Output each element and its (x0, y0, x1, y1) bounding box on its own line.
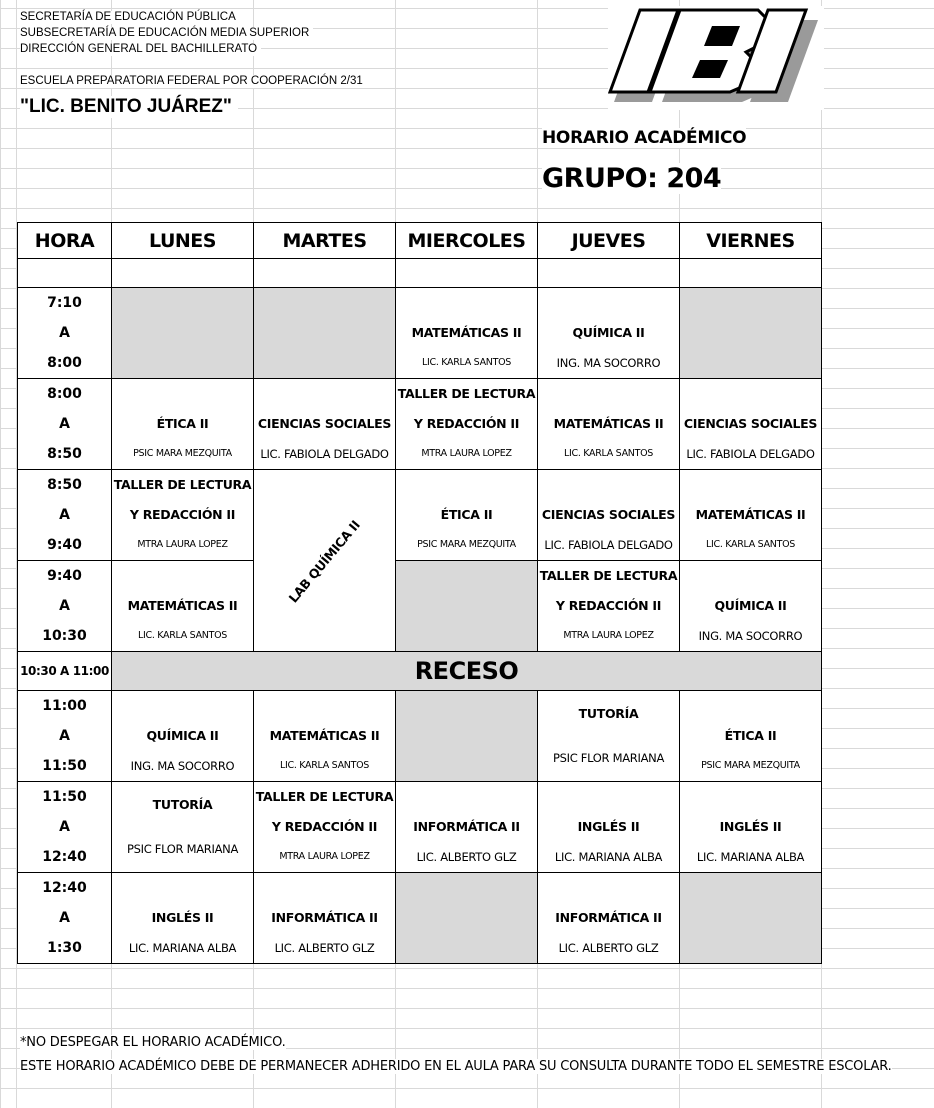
class-cell (680, 561, 822, 652)
time-slot-row (18, 782, 822, 873)
hour-text: 12:40 (42, 880, 87, 896)
hour-text: 9:40 (47, 568, 82, 584)
header-spacer-cell (18, 259, 112, 288)
class-cell (112, 470, 254, 561)
lab-label: LAB QUÍMICA II (285, 517, 364, 606)
class-cell (538, 782, 680, 873)
class-cell (254, 379, 396, 470)
subject-text: ÉTICA II (724, 728, 777, 743)
header-spacer-cell (538, 259, 680, 288)
hour-text: 11:00 (42, 698, 87, 714)
header-spacer-cell (680, 259, 822, 288)
subject-text (680, 379, 821, 409)
subject-text: CIENCIAS SOCIALES (541, 507, 676, 522)
hour-text: A (59, 910, 70, 926)
hour-cell (18, 873, 112, 964)
class-cell (538, 561, 680, 652)
hour-cell (18, 470, 112, 561)
teacher-text: LIC. ALBERTO GLZ (274, 941, 375, 955)
teacher-text: LIC. KARLA SANTOS (564, 448, 653, 459)
class-cell (538, 470, 680, 561)
hour-text: A (59, 728, 70, 744)
teacher-text: MTRA LAURA LOPEZ (421, 448, 512, 459)
header-line-subsecretaria: SUBSECRETARÍA DE EDUCACIÓN MEDIA SUPERIOR (20, 27, 313, 40)
hour-cell (18, 561, 112, 652)
subject-text: MATEMÁTICAS II (127, 598, 238, 613)
teacher-text: LIC. KARLA SANTOS (280, 760, 369, 771)
empty-slot (396, 561, 538, 652)
class-cell (396, 379, 538, 470)
class-cell (538, 691, 680, 782)
class-cell (680, 379, 822, 470)
subject-text (538, 379, 679, 409)
school-name: "LIC. BENITO JUÁREZ" (20, 96, 238, 118)
group-label: GRUPO: 204 (542, 163, 722, 194)
subject-text (396, 782, 537, 812)
day-header: HORA (18, 223, 112, 259)
subject-text (396, 288, 537, 318)
subject-text: TALLER DE LECTURA (255, 789, 394, 804)
hour-text: 8:50 (47, 446, 82, 462)
class-cell (538, 288, 680, 379)
hour-text: A (59, 416, 70, 432)
header-line-sep: SECRETARÍA DE EDUCACIÓN PÚBLICA (20, 11, 240, 24)
teacher-text: MTRA LAURA LOPEZ (137, 539, 228, 550)
subject-text: INFORMÁTICA II (271, 910, 378, 925)
subject-text (112, 691, 253, 721)
teacher-text: LIC. MARIANA ALBA (696, 850, 805, 864)
hour-text: A (59, 598, 70, 614)
schedule-table (17, 222, 822, 964)
time-slot-row (18, 470, 822, 561)
header-line-direccion: DIRECCIÓN GENERAL DEL BACHILLERATO (20, 43, 261, 56)
subject-text: INGLÉS II (719, 819, 782, 834)
class-cell (396, 782, 538, 873)
empty-slot (396, 873, 538, 964)
subject-text (112, 561, 253, 591)
subject-text: ÉTICA II (156, 416, 209, 431)
subject-text: TALLER DE LECTURA (113, 477, 252, 492)
empty-slot (680, 873, 822, 964)
header-line-escuela: ESCUELA PREPARATORIA FEDERAL POR COOPERACIÓN 2/31 (20, 75, 367, 88)
recess-row (18, 652, 822, 691)
hour-text: 1:30 (47, 940, 82, 956)
hour-cell (18, 288, 112, 379)
subject-text: CIENCIAS SOCIALES (683, 416, 818, 431)
class-cell (680, 691, 822, 782)
time-slot-row (18, 379, 822, 470)
hour-cell (18, 379, 112, 470)
hour-text: 8:50 (47, 477, 82, 493)
subject-text: INGLÉS II (151, 910, 214, 925)
dgb-logo (608, 6, 824, 110)
teacher-text: PSIC FLOR MARIANA (126, 842, 239, 856)
subject-text (538, 288, 679, 318)
class-cell (112, 782, 254, 873)
recess-time: 10:30 A 11:00 (18, 652, 112, 691)
header-spacer-cell (254, 259, 396, 288)
subject-text (538, 470, 679, 500)
subject-text: QUÍMICA II (146, 728, 219, 743)
teacher-text: LIC. KARLA SANTOS (422, 357, 511, 368)
hour-text: 8:00 (47, 386, 82, 402)
header-spacer-row (18, 259, 822, 288)
teacher-text: MTRA LAURA LOPEZ (563, 630, 654, 641)
subject-text (254, 379, 395, 409)
class-cell (396, 288, 538, 379)
hour-text: 12:40 (42, 849, 87, 865)
subject-text: TUTORÍA (578, 706, 639, 721)
class-cell (112, 691, 254, 782)
empty-slot (112, 288, 254, 379)
class-cell (112, 379, 254, 470)
class-cell (254, 782, 396, 873)
subject-text: TUTORÍA (152, 797, 213, 812)
footer-note-2: ESTE HORARIO ACADÉMICO DEBE DE PERMANECER ADHERIDO EN EL AULA PARA SU CONSULTA DURANTE TODO EL SEMESTRE ESCOLAR. (20, 1059, 892, 1074)
hour-text: 11:50 (42, 789, 87, 805)
class-cell (680, 470, 822, 561)
time-slot-row (18, 873, 822, 964)
hour-text: 10:30 (42, 628, 87, 644)
teacher-text: PSIC MARA MEZQUITA (701, 760, 800, 771)
time-slot-row (18, 288, 822, 379)
header-spacer-cell (396, 259, 538, 288)
teacher-text: ING. MA SOCORRO (698, 629, 803, 643)
teacher-text: LIC. KARLA SANTOS (706, 539, 795, 550)
hour-text: A (59, 819, 70, 835)
class-cell (680, 782, 822, 873)
subject-text (680, 691, 821, 721)
subject-text (112, 379, 253, 409)
hour-text: A (59, 325, 70, 341)
subject-text: INFORMÁTICA II (555, 910, 662, 925)
subject-text (538, 873, 679, 903)
hour-text: 11:50 (42, 758, 87, 774)
subject-text (680, 470, 821, 500)
class-cell (538, 379, 680, 470)
subject-text: Y REDACCIÓN II (413, 416, 520, 431)
teacher-text: LIC. FABIOLA DELGADO (686, 447, 815, 461)
empty-slot (254, 288, 396, 379)
subject-text: MATEMÁTICAS II (695, 507, 806, 522)
recess-label: RECESO (112, 652, 822, 691)
subject-text: INFORMÁTICA II (413, 819, 520, 834)
subject-text (254, 691, 395, 721)
subject-text: Y REDACCIÓN II (129, 507, 236, 522)
teacher-text: PSIC MARA MEZQUITA (133, 448, 232, 459)
subject-text (396, 470, 537, 500)
subject-text (112, 873, 253, 903)
time-slot-row (18, 691, 822, 782)
subject-text: Y REDACCIÓN II (271, 819, 378, 834)
class-cell (112, 873, 254, 964)
subject-text: TALLER DE LECTURA (397, 386, 536, 401)
header-spacer-cell (112, 259, 254, 288)
hour-text: 9:40 (47, 537, 82, 553)
teacher-text: ING. MA SOCORRO (556, 356, 661, 370)
subject-text: QUÍMICA II (572, 325, 645, 340)
teacher-text: LIC. FABIOLA DELGADO (544, 538, 673, 552)
subject-text: MATEMÁTICAS II (411, 325, 522, 340)
teacher-text: PSIC MARA MEZQUITA (417, 539, 516, 550)
teacher-text: LIC. MARIANA ALBA (554, 850, 663, 864)
hour-cell (18, 691, 112, 782)
class-cell (254, 691, 396, 782)
subject-text (254, 873, 395, 903)
header-row (18, 223, 822, 259)
class-cell (254, 873, 396, 964)
teacher-text: ING. MA SOCORRO (130, 759, 235, 773)
empty-slot (680, 288, 822, 379)
footer-note-1: *NO DESPEGAR EL HORARIO ACADÉMICO. (20, 1035, 286, 1050)
hour-text: A (59, 507, 70, 523)
teacher-text: PSIC FLOR MARIANA (552, 751, 665, 765)
subject-text (538, 782, 679, 812)
time-slot-row (18, 561, 822, 652)
teacher-text: LIC. MARIANA ALBA (128, 941, 237, 955)
day-header: LUNES (112, 223, 254, 259)
class-cell (396, 470, 538, 561)
subject-text: INGLÉS II (577, 819, 640, 834)
day-header: VIERNES (680, 223, 822, 259)
subject-text: TALLER DE LECTURA (539, 568, 678, 583)
lab-quimica-cell (254, 470, 396, 652)
teacher-text: MTRA LAURA LOPEZ (279, 851, 370, 862)
empty-slot (396, 691, 538, 782)
subject-text (680, 561, 821, 591)
subject-text: QUÍMICA II (714, 598, 787, 613)
subject-text: MATEMÁTICAS II (269, 728, 380, 743)
hour-text: 7:10 (47, 295, 82, 311)
teacher-text: LIC. FABIOLA DELGADO (260, 447, 389, 461)
day-header: MIERCOLES (396, 223, 538, 259)
subject-text: Y REDACCIÓN II (555, 598, 662, 613)
subject-text: ÉTICA II (440, 507, 493, 522)
teacher-text: LIC. ALBERTO GLZ (416, 850, 517, 864)
day-header: JUEVES (538, 223, 680, 259)
day-header: MARTES (254, 223, 396, 259)
class-cell (538, 873, 680, 964)
hour-text: 8:00 (47, 355, 82, 371)
subject-text: CIENCIAS SOCIALES (257, 416, 392, 431)
hour-cell (18, 782, 112, 873)
schedule-title: HORARIO ACADÉMICO (542, 128, 747, 148)
teacher-text: LIC. KARLA SANTOS (138, 630, 227, 641)
subject-text (680, 782, 821, 812)
class-cell (112, 561, 254, 652)
subject-text: MATEMÁTICAS II (553, 416, 664, 431)
teacher-text: LIC. ALBERTO GLZ (558, 941, 659, 955)
